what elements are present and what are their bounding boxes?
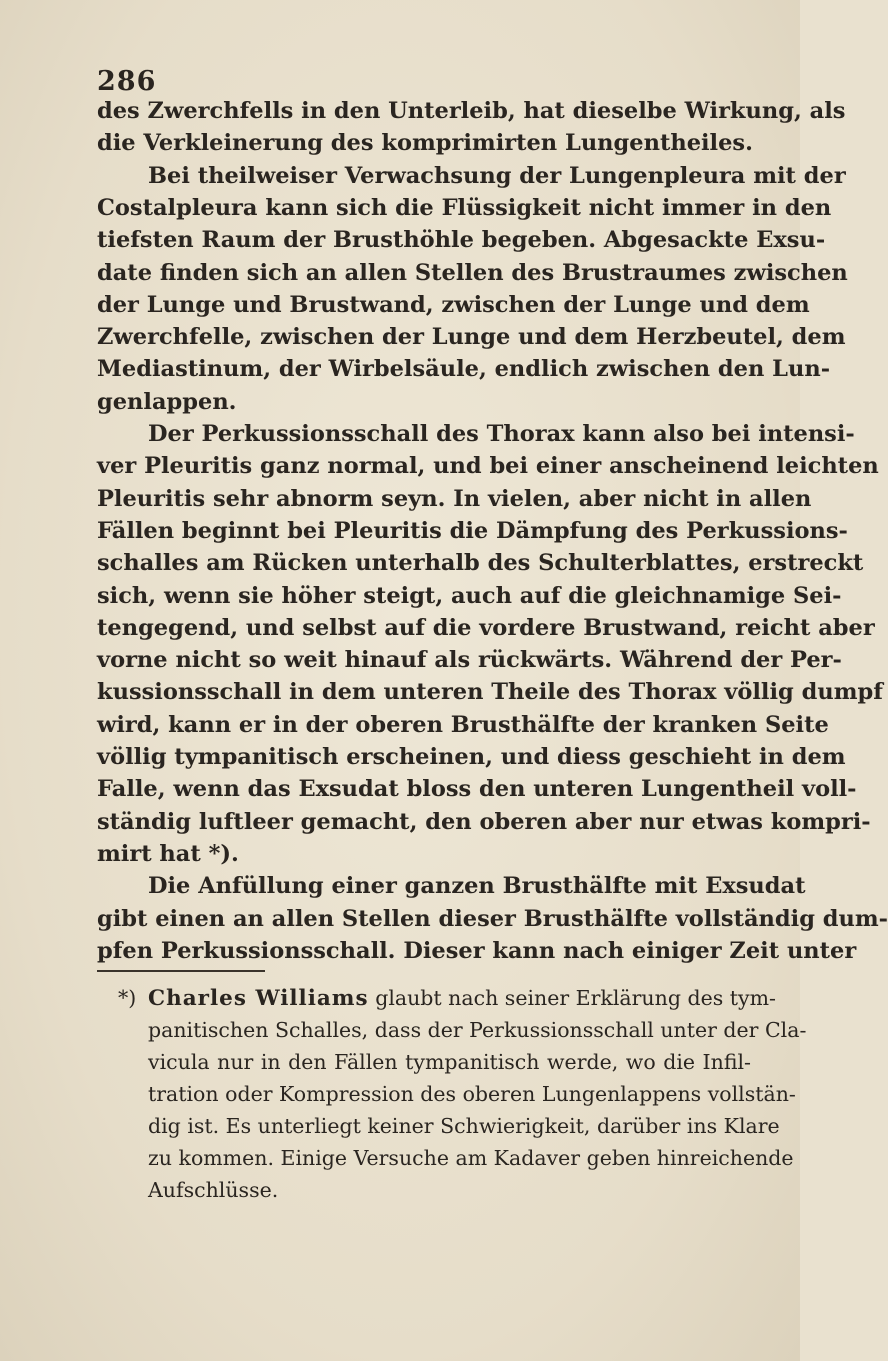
text-line: Costalpleura kann sich die Flüssigkeit nicht immer in den <box>97 194 832 221</box>
footnote-line: panitischen Schalles, dass der Perkussionsschall unter der Cla- <box>148 1018 807 1042</box>
text-line: pfen Perkussionsschall. Dieser kann nach einiger Zeit unter <box>97 937 857 964</box>
text-line: sich, wenn sie höher steigt, auch auf die gleichnamige Sei- <box>97 582 842 609</box>
text-line: Zwerchfelle, zwischen der Lunge und dem Herzbeutel, dem <box>97 324 846 351</box>
text-line: die Verkleinerung des komprimirten Lungentheiles. <box>97 130 753 157</box>
text-line: der Lunge und Brustwand, zwischen der Lunge und dem <box>97 291 810 318</box>
text-line: tiefsten Raum der Brusthöhle begeben. Abgesackte Exsu- <box>97 227 826 254</box>
text-line: ver Pleuritis ganz normal, und bei einer anscheinend leichten <box>97 453 879 480</box>
footnote-first-line <box>148 982 776 1014</box>
paragraph-start-line: Der Perkussionsschall des Thorax kann also bei intensi- <box>148 421 855 447</box>
footnote-line: tration oder Kompression des oberen Lungenlappens vollstän- <box>148 1082 796 1106</box>
text-line: vorne nicht so weit hinauf als rückwärts. Während der Per- <box>97 647 842 674</box>
text-line: genlappen. <box>97 388 237 415</box>
text-line: Mediastinum, der Wirbelsäule, endlich zwischen den Lun- <box>97 356 831 383</box>
text-line: gibt einen an allen Stellen dieser Brusthälfte vollständig dum- <box>97 905 888 932</box>
text-line: tengegend, und selbst auf die vordere Brustwand, reicht aber <box>97 614 875 641</box>
footnote-line: zu kommen. Einige Versuche am Kadaver geben hinreichende <box>148 1146 794 1170</box>
text-line: völlig tympanitisch erscheinen, und diess geschieht in dem <box>97 744 846 770</box>
text-line: mirt hat *). <box>97 840 239 867</box>
footnote-marker: *) <box>118 986 137 1010</box>
footnote-line: dig ist. Es unterliegt keiner Schwierigkeit, darüber ins Klare <box>148 1114 780 1138</box>
text-line: Pleuritis sehr abnorm seyn. In vielen, aber nicht in allen <box>97 485 812 512</box>
text-line: Fällen beginnt bei Pleuritis die Dämpfung des Perkussions- <box>97 517 848 544</box>
footnote-line: Aufschlüsse. <box>148 1178 279 1202</box>
text-line: des Zwerchfells in den Unterleib, hat dieselbe Wirkung, als <box>97 98 846 124</box>
page-number: 286 <box>97 66 157 97</box>
text-line: schalles am Rücken unterhalb des Schulterblattes, erstreckt <box>97 550 864 577</box>
text-line: Falle, wenn das Exsudat bloss den unteren Lungentheil voll- <box>97 776 857 803</box>
paragraph-start-line: Bei theilweiser Verwachsung der Lungenpleura mit der <box>148 162 846 189</box>
text-line: wird, kann er in der oberen Brusthälfte der kranken Seite <box>97 711 829 738</box>
text-line: kussionsschall in dem unteren Theile des Thorax völlig dumpf <box>97 679 883 706</box>
text-line: ständig luftleer gemacht, den oberen aber nur etwas kompri- <box>97 808 871 835</box>
paragraph-start-line: Die Anfüllung einer ganzen Brusthälfte mit Exsudat <box>148 873 806 900</box>
footnote-line: vicula nur in den Fällen tympanitisch werde, wo die Infil- <box>148 1050 751 1074</box>
text-line: date finden sich an allen Stellen des Brustraumes zwischen <box>97 259 848 286</box>
footnote-separator <box>97 970 265 972</box>
footnote-first-line-text: glaubt nach seiner Erklärung des tym- <box>375 986 776 1010</box>
footnote-author: Charles Williams <box>148 986 369 1011</box>
